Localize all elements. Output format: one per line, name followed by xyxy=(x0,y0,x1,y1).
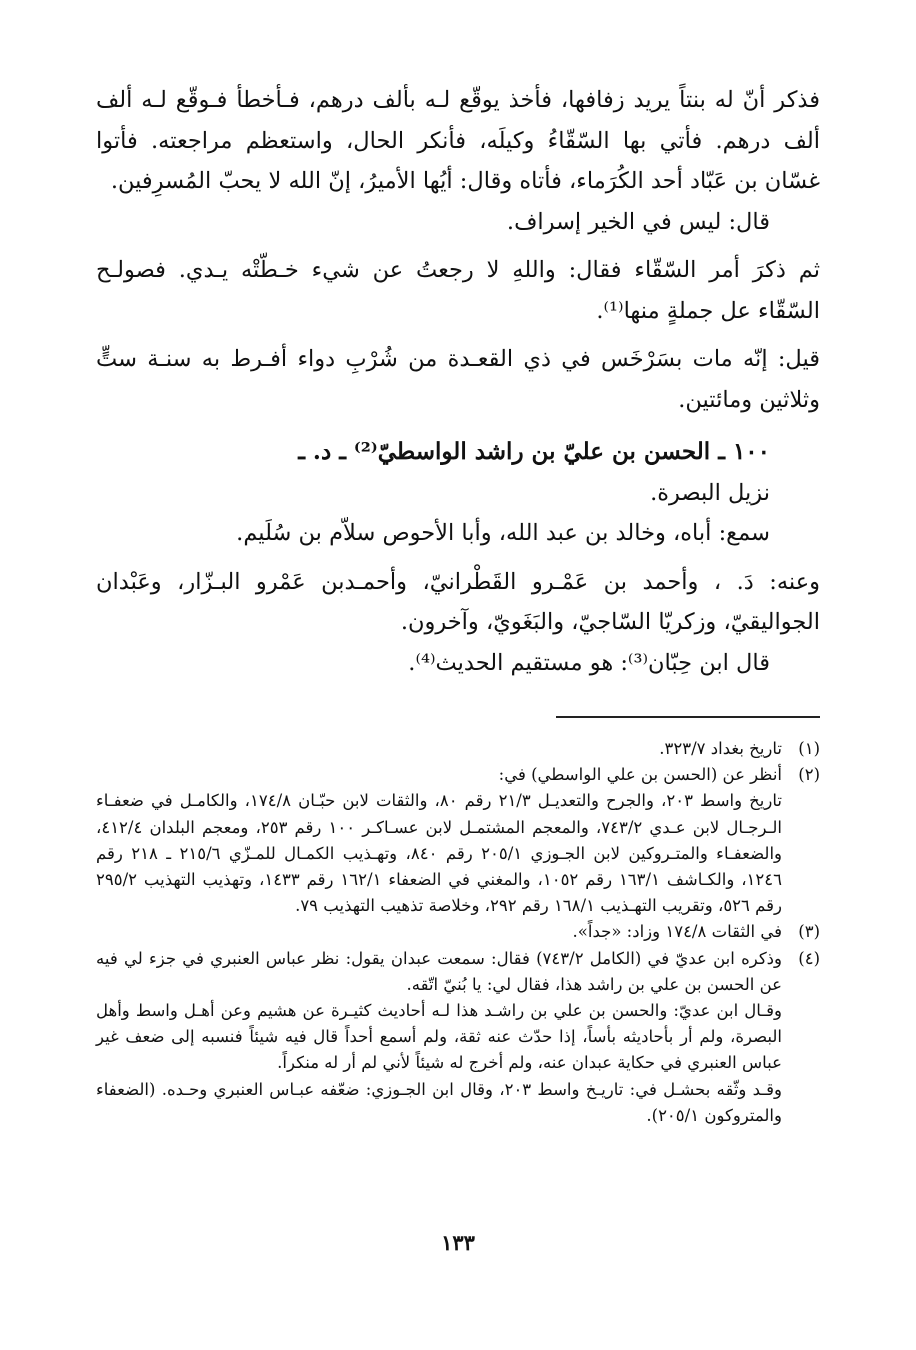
paragraph: فذكر أنّ له بنتاً يريد زفافها، فأخذ يوقّع لـه بألف درهم، فـأخطأ فـوقّع لـه ألف ألف درهم. فأتي بها السّقّاءُ وكيلَه، فأنكر الحال، واستعظم مراجعته. فأتوا غسّان بن عَبّاد أحد الكُرَماء، فأتاه وقال: أيُها الأميرُ، إنّ الله لا يحبّ المُسرِفين. xyxy=(96,87,820,194)
footnote-text: تاريخ واسط ٢٠٣، والجرح والتعديـل ٢١/٣ رقم ٨٠، والثقات لابن حبّـان ١٧٤/٨، والكامـل في ضعفـاء الـرجـال لابن عـدي ٧٤٣/٢، والمعجم المشتمـل لابن عسـاكـر ١٠٠ رقم ٢٥٣، ومعجم البلدان ٤١٢/٤، والضعفـاء والمتـروكين لابن الجـوزي ٢٠٥/١ رقم ٨٤٠، وتهـذيب الكمـال للمـزّي ٢١٥/٦ ـ ٢١٨ رقم ١٢٤٦، والكـاشف ١٦٣/١ رقم ١٠٥٢، والمغني في الضعفاء ١٦٢/١ رقم ١٤٣٣، وتهذيب التهذيب ٢٩٥/٢ رقم ٥٢٦، وتقريب التهـذيب ١٦٨/١ رقم ٢٩٢، وخلاصة تذهيب التهذيب ٧٩. xyxy=(96,791,783,916)
entry-line: قال ابن حِبّان⁽³⁾: هو مستقيم الحديث⁽⁴⁾. xyxy=(408,649,770,676)
entry-line: سمع: أباه، وخالد بن عبد الله، وأبا الأحوص سلاّم بن سُلَيم. xyxy=(236,520,770,546)
footnote-number: (٤) xyxy=(798,948,820,968)
footnote-text: في الثقات ١٧٤/٨ وزاد: «جداً». xyxy=(572,922,782,942)
footnote-text: تاريخ بغداد ٣٢٣/٧. xyxy=(659,739,782,758)
entry-line: وعنه: دَ. ، وأحمد بن عَمْـرو القَطْرانيّ، وأحمـدبن عَمْرو البـزّار، وعَبْدان الجواليقيّ، وزكريّا السّاجيّ، والبَغَويّ، وآخرون. xyxy=(96,568,820,635)
footnote-text: أنظر عن (الحسن بن علي الواسطي) في: xyxy=(498,765,782,785)
entry-heading: ١٠٠ ـ الحسن بن عليّ بن راشد الواسطيّ⁽²⁾ ـ د. ـ xyxy=(298,438,770,465)
footnote-number: (٣) xyxy=(798,922,820,942)
footnote xyxy=(96,762,820,919)
paragraph: قيل: إنّه مات بسَرْخَس في ذي القعـدة من شُرْبِ دواء أفـرط به سنـة ستٍّ وثلاثين ومائتين. xyxy=(96,346,820,413)
footnote-divider xyxy=(556,716,820,718)
footnote-text: وقـد وثّقه بحشـل في: تاريـخ واسط ٢٠٣، وقال ابن الجـوزي: ضعّفه عبـاس العنبري وحـده. (الضعفاء والمتروكون ٢٠٥/١). xyxy=(96,1079,782,1125)
paragraph: قال: ليس في الخير إسراف. xyxy=(506,208,770,235)
entry-line: نزيل البصرة. xyxy=(650,479,770,506)
footnote xyxy=(96,736,820,762)
main-text xyxy=(96,80,820,683)
footnote-text: وقـال ابن عديّ: والحسن بن علي بن راشـد هذا لـه أحاديث كثيـرة عن هشيم وعن أهـل واسط وأهل البصرة، ولم أر بأحاديثه بأساً، إذا حدّث عنه ثقة، ولم أسمع أحداً قال فيه شيئاً فنسبه إلى ضعف غير عباس العنبري في حكاية عبدان عنه، ولم أخرج له شيئاً لأني لم أر له منكراً. xyxy=(96,1001,782,1073)
footnote xyxy=(96,919,820,945)
paragraph: ثم ذكرَ أمر السّقّاء فقال: واللهِ لا رجعتُ عن شيء خـطّتْه يـدي. فصولـح السّقّاء عل جملةٍ منها⁽¹⁾. xyxy=(96,257,820,324)
footnote xyxy=(96,946,820,1129)
footnote-text: وذكره ابن عديّ في (الكامل ٧٤٣/٢) فقال: سمعت عبدان يقول: نظر عباس العنبري في جزء لي فيه عن الحسن بن علي بن راشد هذا، فقال لي: يا بُنيّ اتّقه. xyxy=(96,948,782,994)
page-number: ١٣٣ xyxy=(441,1230,475,1255)
footnote-number: (٢) xyxy=(798,765,820,785)
footnotes xyxy=(96,736,820,1129)
footnote-number: (١) xyxy=(798,739,820,758)
